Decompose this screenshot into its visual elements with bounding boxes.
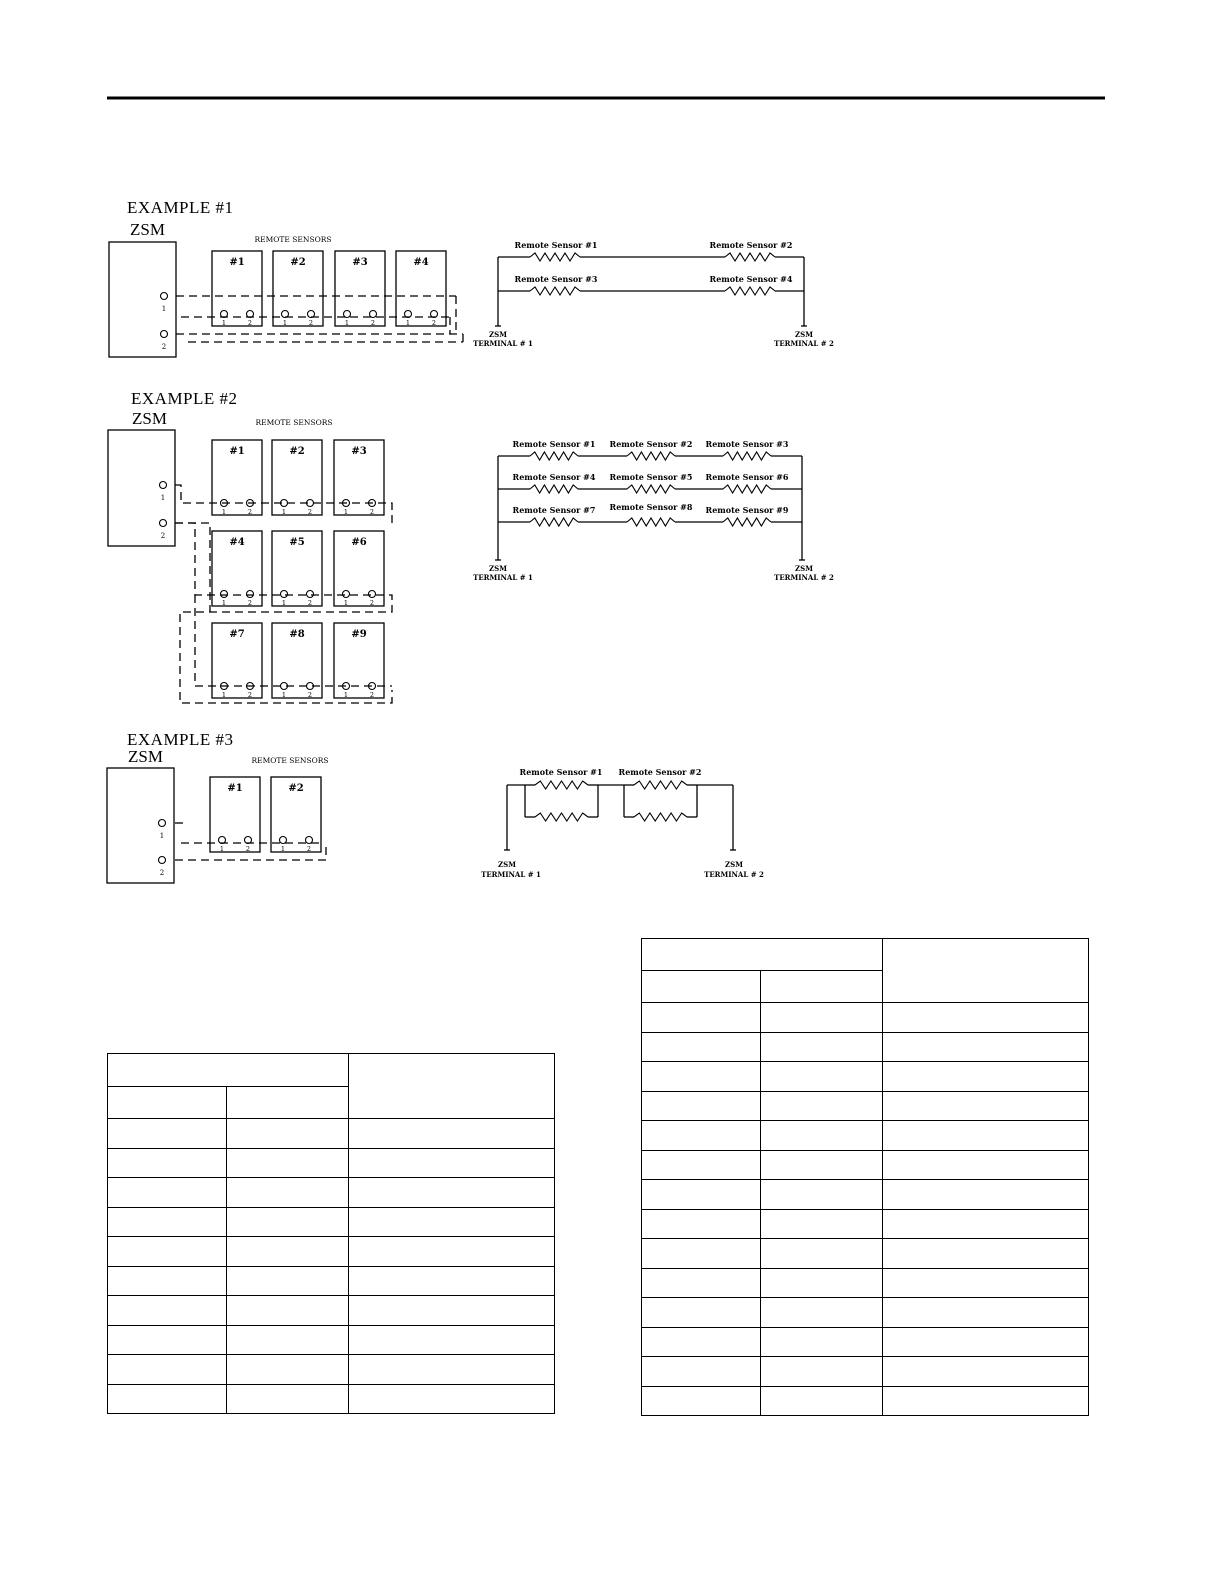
zsm-terminal-label: 1 bbox=[159, 832, 165, 840]
table-cell bbox=[348, 1325, 554, 1355]
table-cell bbox=[882, 1298, 1088, 1328]
sensor-terminal-label: 1 bbox=[281, 691, 287, 699]
example-1-title: EXAMPLE #1 bbox=[127, 198, 234, 217]
sensor-terminal-label: 2 bbox=[307, 691, 313, 699]
example-3-zsm-title: ZSM bbox=[128, 747, 163, 766]
terminal-label: TERMINAL # 2 bbox=[774, 339, 834, 348]
resistor-symbol bbox=[535, 781, 588, 789]
sensor-terminal-2 bbox=[247, 591, 254, 598]
remote-sensor-label: #3 bbox=[352, 257, 368, 268]
remote-sensor-label: #6 bbox=[351, 537, 367, 548]
zsm-terminal-2 bbox=[160, 520, 167, 527]
table-row bbox=[108, 1178, 555, 1208]
table-cell bbox=[761, 1298, 882, 1328]
table-cell bbox=[761, 1150, 882, 1180]
sensor-terminal-label: 1 bbox=[280, 845, 286, 853]
wire-row3 bbox=[195, 595, 392, 686]
sensor-terminal-1 bbox=[281, 591, 288, 598]
resistor-symbol bbox=[723, 485, 771, 493]
table-cell bbox=[761, 1239, 882, 1269]
table-cell bbox=[761, 1327, 882, 1357]
table-header-cell bbox=[108, 1087, 227, 1119]
table-cell bbox=[882, 1121, 1088, 1151]
resistor-symbol bbox=[627, 518, 675, 526]
table-row bbox=[642, 1357, 1089, 1387]
table-row bbox=[108, 1148, 555, 1178]
terminal-label: TERMINAL # 2 bbox=[774, 573, 834, 582]
remote-sensor-label: #3 bbox=[351, 446, 367, 457]
resistor-symbol bbox=[725, 287, 775, 295]
remote-sensor-name: Remote Sensor #4 bbox=[512, 472, 596, 482]
table-header-cell bbox=[642, 971, 761, 1003]
table-cell bbox=[761, 1121, 882, 1151]
remote-sensor-name: Remote Sensor #1 bbox=[519, 767, 603, 777]
table-cell bbox=[108, 1178, 227, 1208]
remote-sensor-label: #9 bbox=[351, 629, 367, 640]
table-cell bbox=[642, 1239, 761, 1269]
table-cell bbox=[108, 1119, 227, 1149]
remote-sensors-label: REMOTE SENSORS bbox=[254, 235, 332, 244]
table-row bbox=[642, 1327, 1089, 1357]
table-cell bbox=[108, 1266, 227, 1296]
resistor-symbol bbox=[723, 518, 771, 526]
table-cell bbox=[348, 1355, 554, 1385]
remote-sensor-name: Remote Sensor #5 bbox=[609, 472, 693, 482]
resistor-symbol bbox=[634, 781, 687, 789]
sensor-terminal-label: 1 bbox=[344, 319, 350, 327]
table-cell bbox=[642, 1180, 761, 1210]
zsm-terminal-2 bbox=[159, 857, 166, 864]
resistor-symbol bbox=[725, 253, 775, 261]
table-cell bbox=[108, 1325, 227, 1355]
remote-sensor-label: #5 bbox=[289, 537, 305, 548]
table-cell bbox=[882, 1357, 1088, 1387]
example-3-title: EXAMPLE #3 bbox=[127, 730, 234, 749]
zsm-terminal-label: 2 bbox=[159, 869, 165, 877]
terminal-label-zsm: ZSM bbox=[489, 330, 507, 339]
remote-sensor-label: #2 bbox=[288, 783, 304, 794]
table-header-row bbox=[108, 1054, 555, 1087]
table-cell bbox=[882, 1150, 1088, 1180]
blank-table-right bbox=[641, 938, 1089, 1416]
table-cell bbox=[761, 1268, 882, 1298]
remote-sensor-label: #8 bbox=[289, 629, 305, 640]
table-cell bbox=[227, 1296, 348, 1326]
example-2-zsm-title: ZSM bbox=[132, 409, 167, 428]
table-cell bbox=[108, 1148, 227, 1178]
resistor-symbol bbox=[530, 253, 580, 261]
table-row bbox=[642, 1121, 1089, 1151]
table-row bbox=[642, 1268, 1089, 1298]
sensor-terminal-label: 1 bbox=[282, 319, 288, 327]
remote-sensor-name: Remote Sensor #8 bbox=[609, 502, 693, 512]
example-1-zsm-title: ZSM bbox=[130, 220, 165, 239]
table-cell bbox=[761, 1003, 882, 1033]
resistor-symbol bbox=[530, 452, 578, 460]
terminal-label-zsm: ZSM bbox=[795, 330, 813, 339]
sensor-terminal-label: 2 bbox=[369, 691, 375, 699]
sensor-terminal-label: 2 bbox=[247, 508, 253, 516]
table-row bbox=[642, 1003, 1089, 1033]
zsm-terminal-label: 2 bbox=[160, 532, 166, 540]
example-2-title: EXAMPLE #2 bbox=[131, 389, 238, 408]
remote-sensor-name: Remote Sensor #2 bbox=[618, 767, 702, 777]
table-cell bbox=[882, 1209, 1088, 1239]
remote-sensor-name: Remote Sensor #4 bbox=[709, 274, 793, 284]
resistor-symbol bbox=[530, 287, 580, 295]
table-cell bbox=[882, 1180, 1088, 1210]
table-cell bbox=[108, 1384, 227, 1414]
zsm-terminal-label: 1 bbox=[161, 305, 167, 313]
sensor-terminal-label: 2 bbox=[369, 599, 375, 607]
table-cell bbox=[882, 1032, 1088, 1062]
table-row bbox=[642, 1091, 1089, 1121]
table-row bbox=[108, 1266, 555, 1296]
remote-sensor-name: Remote Sensor #2 bbox=[709, 240, 793, 250]
table-cell bbox=[642, 1062, 761, 1092]
table-cell bbox=[761, 1062, 882, 1092]
table-cell bbox=[761, 1357, 882, 1387]
table-cell bbox=[642, 1268, 761, 1298]
table-row bbox=[642, 1180, 1089, 1210]
table-cell bbox=[642, 1003, 761, 1033]
table-cell bbox=[108, 1355, 227, 1385]
table-header-cell bbox=[227, 1087, 348, 1119]
table-row bbox=[108, 1355, 555, 1385]
sensor-terminal-label: 1 bbox=[219, 845, 225, 853]
sensor-terminal-label: 1 bbox=[343, 691, 349, 699]
sensor-terminal-1 bbox=[221, 591, 228, 598]
table-row bbox=[108, 1325, 555, 1355]
sensor-terminal-label: 2 bbox=[308, 319, 314, 327]
table-cell bbox=[348, 1237, 554, 1267]
remote-sensor-name: Remote Sensor #6 bbox=[705, 472, 789, 482]
table-row bbox=[642, 1032, 1089, 1062]
resistor-symbol bbox=[723, 452, 771, 460]
remote-sensor-name: Remote Sensor #3 bbox=[514, 274, 598, 284]
table-cell bbox=[642, 1150, 761, 1180]
table-cell bbox=[348, 1148, 554, 1178]
remote-sensor-label: #4 bbox=[413, 257, 429, 268]
table-cell bbox=[348, 1119, 554, 1149]
zsm-terminal-2 bbox=[161, 331, 168, 338]
table-row bbox=[642, 1209, 1089, 1239]
zsm-terminal-1 bbox=[161, 293, 168, 300]
table-cell bbox=[227, 1325, 348, 1355]
table-row bbox=[642, 1062, 1089, 1092]
table-cell bbox=[348, 1207, 554, 1237]
remote-sensor-name: Remote Sensor #7 bbox=[512, 505, 596, 515]
remote-sensor-label: #1 bbox=[227, 783, 243, 794]
table-cell bbox=[227, 1355, 348, 1385]
remote-sensor-name: Remote Sensor #1 bbox=[514, 240, 598, 250]
sensor-terminal-label: 2 bbox=[306, 845, 312, 853]
table-cell bbox=[642, 1209, 761, 1239]
sensor-terminal-label: 1 bbox=[221, 319, 227, 327]
remote-sensor-label: #7 bbox=[229, 629, 245, 640]
table-cell bbox=[227, 1178, 348, 1208]
table-cell bbox=[642, 1327, 761, 1357]
sensor-terminal-label: 2 bbox=[431, 319, 437, 327]
resistor-symbol bbox=[627, 485, 675, 493]
table-row bbox=[108, 1296, 555, 1326]
table-cell bbox=[761, 1209, 882, 1239]
terminal-label: TERMINAL # 2 bbox=[704, 870, 764, 879]
sensor-terminal-label: 1 bbox=[281, 599, 287, 607]
sensor-terminal-label: 1 bbox=[221, 599, 227, 607]
resistor-symbol bbox=[530, 485, 578, 493]
sensor-terminal-2 bbox=[369, 591, 376, 598]
remote-sensor-label: #2 bbox=[290, 257, 306, 268]
table-cell bbox=[761, 1032, 882, 1062]
zsm-terminal-1 bbox=[160, 482, 167, 489]
resistor-symbol bbox=[535, 813, 588, 821]
resistor-symbol bbox=[634, 813, 687, 821]
sensor-terminal-label: 2 bbox=[245, 845, 251, 853]
table-row bbox=[642, 1239, 1089, 1269]
table-cell bbox=[227, 1207, 348, 1237]
table-cell bbox=[882, 1091, 1088, 1121]
table-cell bbox=[642, 1091, 761, 1121]
table-cell bbox=[348, 1384, 554, 1414]
wire-row2 bbox=[175, 523, 210, 612]
sensor-terminal-1 bbox=[343, 591, 350, 598]
sensor-terminal-label: 2 bbox=[370, 319, 376, 327]
table-cell bbox=[882, 1268, 1088, 1298]
table-header-cell bbox=[108, 1054, 349, 1087]
table-cell bbox=[882, 1003, 1088, 1033]
terminal-label: TERMINAL # 1 bbox=[473, 339, 533, 348]
table-cell bbox=[761, 1386, 882, 1416]
table-row bbox=[642, 1150, 1089, 1180]
table-header-cell bbox=[882, 939, 1088, 1003]
table-cell bbox=[108, 1296, 227, 1326]
sensor-terminal-2 bbox=[307, 591, 314, 598]
table-row bbox=[642, 1298, 1089, 1328]
table-cell bbox=[642, 1357, 761, 1387]
table-row bbox=[108, 1207, 555, 1237]
sensor-terminal-label: 1 bbox=[221, 691, 227, 699]
table-row bbox=[108, 1119, 555, 1149]
blank-table-left bbox=[107, 1053, 555, 1414]
table-cell bbox=[882, 1386, 1088, 1416]
sensor-terminal-label: 2 bbox=[247, 599, 253, 607]
terminal-label-zsm: ZSM bbox=[498, 860, 516, 869]
table-cell bbox=[108, 1237, 227, 1267]
table-cell bbox=[348, 1296, 554, 1326]
remote-sensor-name: Remote Sensor #9 bbox=[705, 505, 789, 515]
remote-sensors-label: REMOTE SENSORS bbox=[251, 756, 329, 765]
sensor-terminal-label: 1 bbox=[281, 508, 287, 516]
remote-sensor-label: #4 bbox=[229, 537, 245, 548]
table-header-cell bbox=[348, 1054, 554, 1119]
table-cell bbox=[642, 1121, 761, 1151]
sensor-terminal-label: 1 bbox=[343, 508, 349, 516]
sensor-terminal-label: 2 bbox=[247, 691, 253, 699]
table-cell bbox=[761, 1180, 882, 1210]
sensor-terminal-label: 1 bbox=[405, 319, 411, 327]
table-cell bbox=[108, 1207, 227, 1237]
terminal-label-zsm: ZSM bbox=[725, 860, 743, 869]
table-cell bbox=[882, 1062, 1088, 1092]
table-cell bbox=[348, 1266, 554, 1296]
terminal-label-zsm: ZSM bbox=[489, 564, 507, 573]
table-cell bbox=[882, 1239, 1088, 1269]
table-cell bbox=[227, 1266, 348, 1296]
sensor-terminal-label: 1 bbox=[343, 599, 349, 607]
wire-terminal-2-bus bbox=[175, 523, 392, 703]
table-cell bbox=[642, 1032, 761, 1062]
zsm-terminal-label: 2 bbox=[161, 343, 167, 351]
remote-sensor-name: Remote Sensor #3 bbox=[705, 439, 789, 449]
table-cell bbox=[761, 1091, 882, 1121]
zsm-terminal-1 bbox=[159, 820, 166, 827]
remote-sensor-name: Remote Sensor #1 bbox=[512, 439, 596, 449]
remote-sensor-label: #1 bbox=[229, 257, 245, 268]
table-cell bbox=[348, 1178, 554, 1208]
sensor-terminal-label: 2 bbox=[307, 599, 313, 607]
terminal-label-zsm: ZSM bbox=[795, 564, 813, 573]
table-cell bbox=[882, 1327, 1088, 1357]
table-cell bbox=[227, 1237, 348, 1267]
remote-sensors-label: REMOTE SENSORS bbox=[255, 418, 333, 427]
table-header-row bbox=[642, 939, 1089, 971]
remote-sensor-name: Remote Sensor #2 bbox=[609, 439, 693, 449]
sensor-terminal-label: 2 bbox=[247, 319, 253, 327]
resistor-symbol bbox=[530, 518, 578, 526]
table-header-cell bbox=[761, 971, 882, 1003]
sensor-terminal-label: 1 bbox=[221, 508, 227, 516]
sensor-terminal-label: 2 bbox=[369, 508, 375, 516]
resistor-symbol bbox=[627, 452, 675, 460]
terminal-label: TERMINAL # 1 bbox=[481, 870, 541, 879]
terminal-label: TERMINAL # 1 bbox=[473, 573, 533, 582]
sensor-terminal-label: 2 bbox=[307, 508, 313, 516]
zsm-terminal-label: 1 bbox=[160, 494, 166, 502]
table-row bbox=[108, 1384, 555, 1414]
table-cell bbox=[227, 1384, 348, 1414]
table-row bbox=[108, 1237, 555, 1267]
table-cell bbox=[227, 1119, 348, 1149]
remote-sensor-label: #2 bbox=[289, 446, 305, 457]
table-cell bbox=[642, 1298, 761, 1328]
table-cell bbox=[227, 1148, 348, 1178]
table-header-cell bbox=[642, 939, 883, 971]
table-row bbox=[642, 1386, 1089, 1416]
remote-sensor-label: #1 bbox=[229, 446, 245, 457]
table-cell bbox=[642, 1386, 761, 1416]
